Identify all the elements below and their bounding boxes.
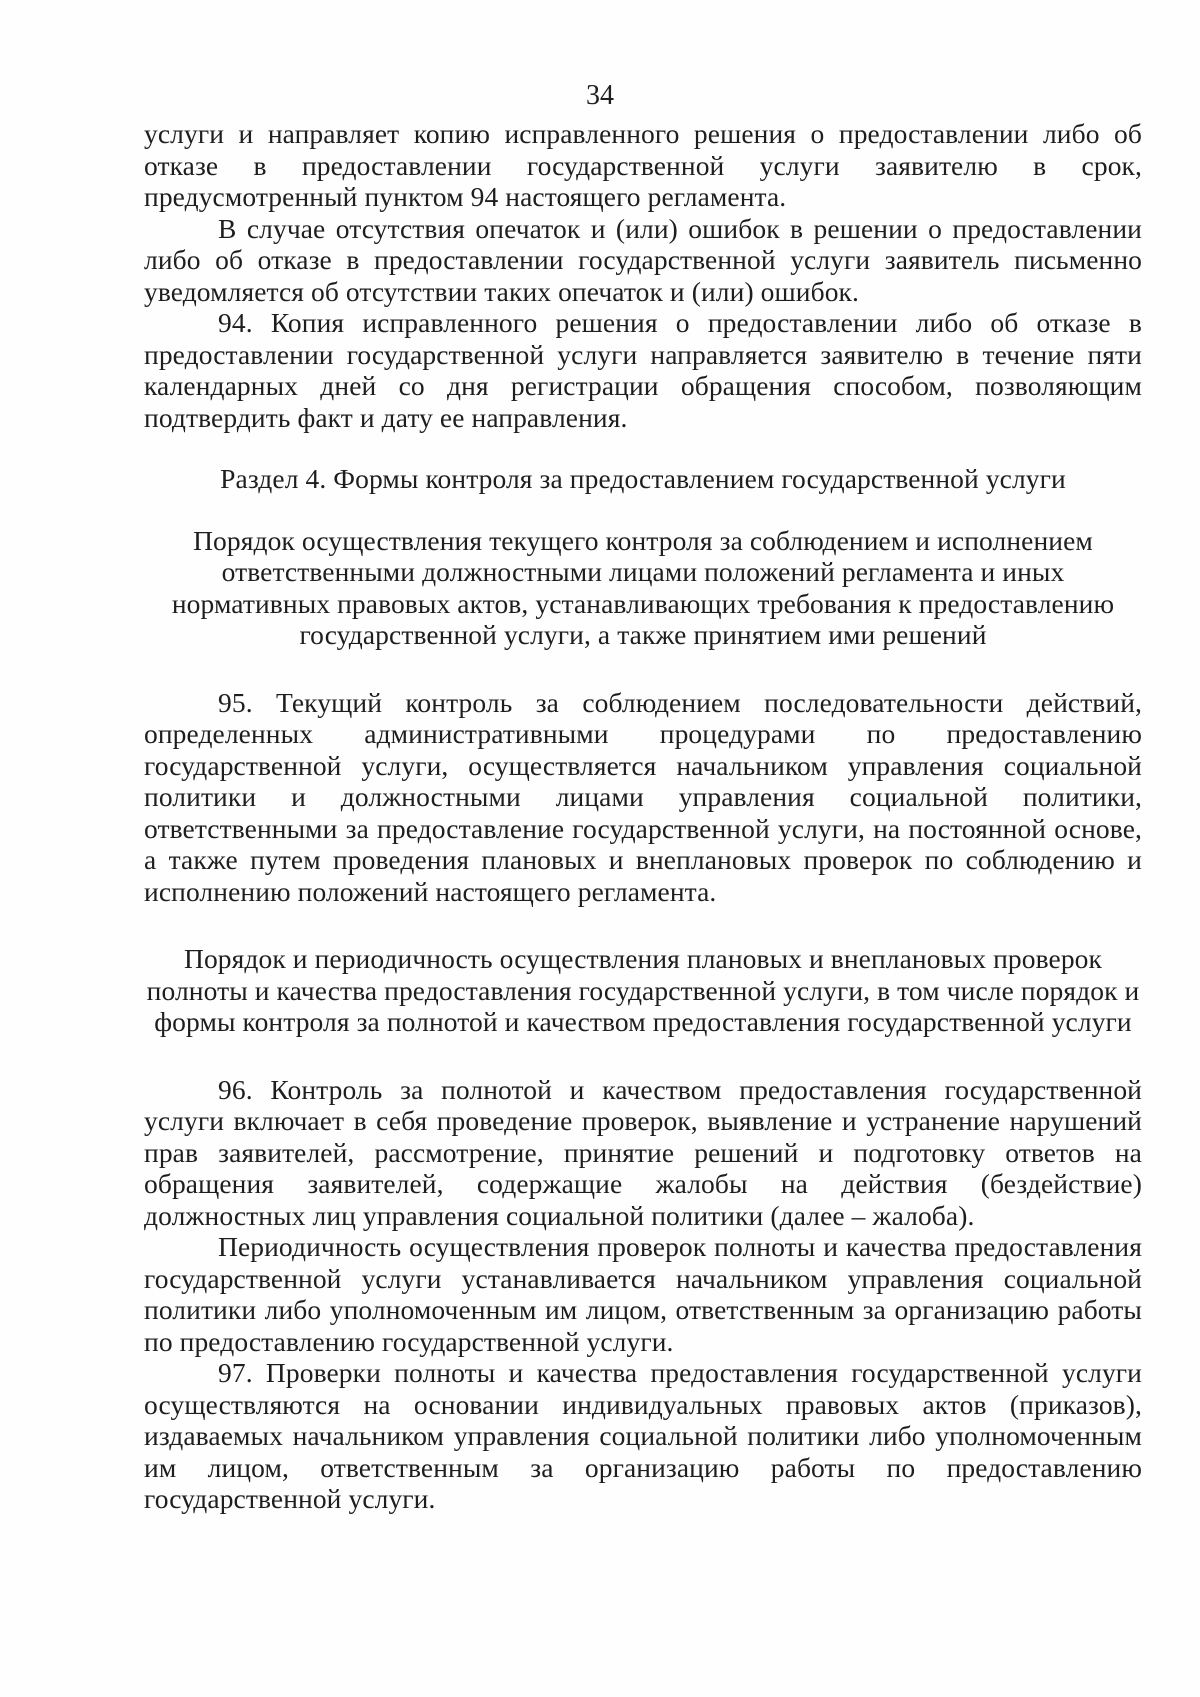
subheading-current-control: Порядок осуществления текущего контроля за соблюдением и исполнением ответственными должностными лицами положений регламента и иных нормативных правовых актов, устанавливающих требования к предоставлению государственной услуги, а также принятием ими решений xyxy=(171,524,1115,650)
section-4-title: Раздел 4. Формы контроля за предоставлением государственной услуги xyxy=(220,463,1066,494)
page-number: 34 xyxy=(586,80,614,111)
subheading-checks: Порядок и периодичность осуществления плановых и внеплановых проверок полноты и качества предоставления государственной услуги, в том числе порядок и формы контроля за полнотой и качеством предоставления государственной услуги xyxy=(146,943,1140,1037)
spacer xyxy=(144,433,1142,463)
spacer xyxy=(144,495,1142,525)
paragraph-95: 95. Текущий контроль за соблюдением последовательности действий, определенных административными процедурами по предоставлению государственной услуги, осуществляется начальником управления социальной политики и должностными лицами управления социальной политики, ответственными за предоставление государственной услуги, на постоянной основе, а также путем проведения плановых и внеплановых проверок по соблюдению и исполнению положений настоящего регламента. xyxy=(144,686,1142,907)
spacer xyxy=(144,907,1142,943)
paragraph-94: 94. Копия исправленного решения о предоставлении либо об отказе в предоставлении государственной услуги направляется заявителю в течение пяти календарных дней со дня регистрации обращения способом, позволяющим подтвердить факт и дату ее направления. xyxy=(144,307,1142,433)
document-body xyxy=(144,118,1142,1515)
spacer xyxy=(144,651,1142,687)
paragraph-continuation: услуги и направляет копию исправленного решения о предоставлении либо об отказе в предоставлении государственной услуги заявителю в срок, предусмотренный пунктом 94 настоящего регламента. xyxy=(144,118,1142,212)
paragraph-periodicity: Периодичность осуществления проверок полноты и качества предоставления государственной услуги устанавливается начальником управления социальной политики либо уполномоченным им лицом, ответственным за организацию работы по предоставлению государственной услуги. xyxy=(144,1231,1142,1357)
paragraph-97: 97. Проверки полноты и качества предоставления государственной услуги осуществляются на основании индивидуальных правовых актов (приказов), издаваемых начальником управления социальной политики либо уполномоченным им лицом, ответственным за организацию работы по предоставлению государственной услуги. xyxy=(144,1357,1142,1514)
paragraph-no-errors-notice: В случае отсутствия опечаток и (или) ошибок в решении о предоставлении либо об отказе в предоставлении государственной услуги заявитель письменно уведомляется об отсутствии таких опечаток и (или) ошибок. xyxy=(144,212,1142,307)
paragraph-96: 96. Контроль за полнотой и качеством предоставления государственной услуги включает в себя проведение проверок, выявление и устранение нарушений прав заявителей, рассмотрение, принятие решений и подготовку ответов на обращения заявителей, содержащие жалобы на действия (бездействие) должностных лиц управления социальной политики (далее – жалоба). xyxy=(144,1073,1142,1231)
spacer xyxy=(144,1038,1142,1074)
